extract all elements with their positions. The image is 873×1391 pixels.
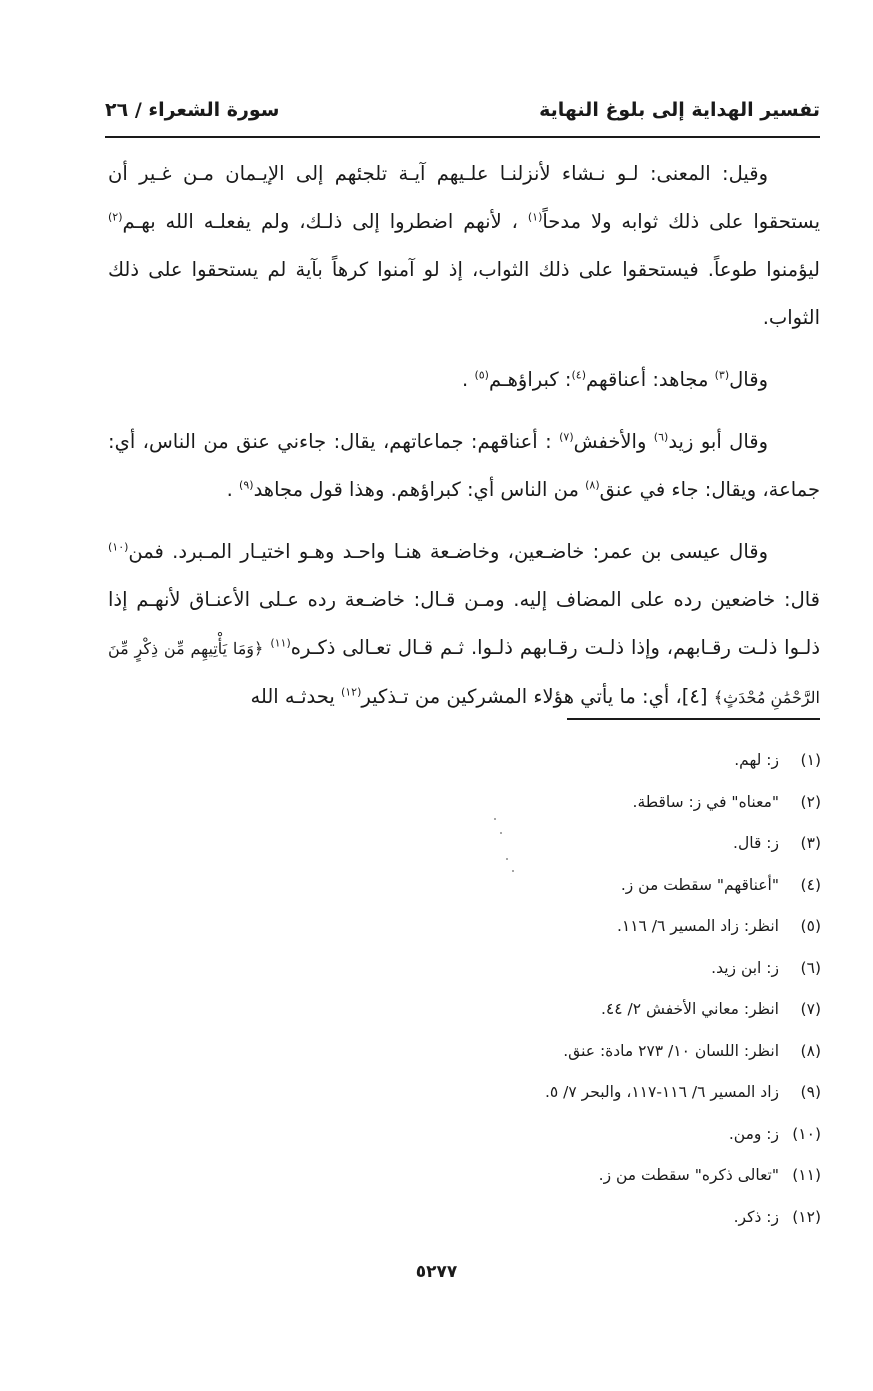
paragraph (108, 150, 820, 342)
footnote-text: "معناه" في ز: ساقطة. (632, 792, 779, 811)
footnote-marker: (١) (527, 210, 543, 224)
surah-reference: سورة الشعراء / ٢٦ (105, 99, 280, 121)
footnote-marker: (٨) (585, 478, 600, 492)
footnote-text: ز: لهم. (734, 751, 779, 769)
footnote-text: زاد المسير ٦/ ١١٦-١١٧، والبحر ٧/ ٥. (544, 1083, 779, 1101)
scan-speck (506, 858, 508, 860)
footnote-number: (١) (800, 751, 821, 769)
footnote-marker: (١١) (270, 636, 291, 650)
text-run: مجاهد: أعناقهم (585, 368, 715, 391)
scan-speck (512, 870, 514, 872)
footnote-text: "تعالى ذكره" سقطت من ز. (598, 1166, 779, 1184)
quran-verse: ﴿وَمَا يَأْتِيهِم مِّن ذِكْرٍ مِّنَ الرَّحْمَٰنِ مُحْدَثٍ﴾ (108, 639, 820, 707)
footnote-marker: (١٢) (340, 685, 362, 699)
footnote-number: (١١) (792, 1166, 821, 1184)
text-run: : أعناقهم: جماعاتهم، يقال: جاءني عنق من الناس، أي: جماعة، ويقال: جاء في عنق (108, 430, 820, 501)
text-run: وقال (729, 368, 768, 391)
footnote-item (301, 1072, 821, 1114)
footnote-marker: (٣) (714, 368, 730, 382)
footnote-item (301, 782, 821, 824)
footnote-item (301, 1197, 821, 1239)
header-divider (105, 136, 820, 138)
footnote-marker: (٧) (559, 430, 574, 444)
footnote-number: (٩) (800, 1083, 821, 1101)
text-run: ليؤمنوا طوعاً. فيستحقوا على ذلك الثواب، إذ لو آمنوا كرهاً بآية لم يستحقوا على ذلك الثواب. (108, 258, 820, 329)
footnote-text: انظر: اللسان ١٠/ ٢٧٣ مادة: عنق. (563, 1041, 779, 1060)
footnotes-list (301, 740, 821, 1238)
text-run: وقال أبو زيد (668, 430, 769, 453)
text-run: والأخفش (573, 430, 654, 453)
footnote-item (301, 823, 821, 865)
footnote-number: (٨) (800, 1041, 821, 1060)
footnote-number: (٤) (800, 875, 821, 894)
footnote-marker: (٦) (653, 430, 669, 444)
footnote-item (301, 989, 821, 1031)
footnote-number: (١٠) (792, 1124, 821, 1143)
paragraph (108, 528, 820, 722)
text-run: . (462, 368, 475, 391)
footnote-marker: (٩) (239, 478, 254, 492)
scan-speck (494, 818, 496, 820)
footnote-number: (١٢) (792, 1207, 821, 1226)
footnote-number: (٧) (800, 1000, 821, 1018)
footnote-marker: (١٠) (108, 540, 129, 554)
footnote-marker: (٤) (571, 368, 586, 382)
footnote-text: "أعناقهم" سقطت من ز. (620, 875, 779, 894)
text-run: [٤]، أي: ما يأتي هؤلاء المشركين من تـذكير (361, 685, 714, 708)
footnote-item (301, 1114, 821, 1156)
footnote-text: انظر: زاد المسير ٦/ ١١٦. (616, 917, 779, 935)
footnote-item (301, 906, 821, 948)
footnote-marker: (٢) (108, 210, 123, 224)
running-header (105, 95, 820, 131)
text-run: قال: خاضعين رده على المضاف إليه. ومـن قـال: خاضـعة رده عـلى الأعنـاق لأنهـم إذا ذلـوا ذلـت رقـابهم، وإذا ذلـت رقـابهم ذلـوا. ثـم قـال تعـالى ذكـره (108, 588, 821, 659)
book-title: تفسير الهداية إلى بلوغ النهاية (539, 99, 820, 121)
paragraph (108, 418, 820, 514)
footnote-text: ز: ذكر. (733, 1207, 779, 1226)
text-run: . (226, 478, 240, 501)
footnote-number: (٣) (800, 834, 821, 852)
footnote-marker: (٥) (474, 368, 489, 382)
scan-speck (500, 832, 502, 834)
footnote-number: (٢) (800, 792, 821, 811)
footnote-divider (567, 718, 820, 720)
page-number: ٥٢٧٧ (415, 1262, 458, 1282)
text-run: من الناس أي: كبراؤهم. وهذا قول مجاهد (253, 478, 586, 501)
footnote-number: (٥) (800, 917, 821, 935)
paragraph (108, 356, 820, 404)
footnote-text: ز: قال. (733, 834, 779, 852)
footnote-item (301, 1031, 821, 1073)
footnote-item (301, 1155, 821, 1197)
footnote-text: ز: ومن. (728, 1124, 779, 1143)
footnote-item (301, 948, 821, 990)
text-run: وقال عيسى بن عمر: خاضـعين، وخاضـعة هنـا واحـد وهـو اختيـار المـبرد. فمن (128, 540, 768, 563)
footnote-item (301, 740, 821, 782)
footnote-text: ز: ابن زيد. (711, 958, 779, 977)
footnote-item (301, 865, 821, 907)
main-text (108, 150, 820, 736)
text-run: : كبراؤهـم (488, 368, 572, 391)
text-run: يحدثـه الله (250, 685, 341, 708)
text-run: وقيل: المعنى: لـو نـشاء لأنزلنـا علـيهم آيـة تلجئهم إلى الإيـمان مـن غـير أن يستحقوا على ذلك ثوابه ولا مدحاً (108, 162, 821, 233)
footnote-text: انظر: معاني الأخفش ٢/ ٤٤. (600, 1000, 779, 1018)
text-run: ، لأنهم اضطروا إلى ذلـك، ولم يفعلـه الله بهـم (122, 210, 528, 233)
footnote-number: (٦) (800, 958, 821, 977)
